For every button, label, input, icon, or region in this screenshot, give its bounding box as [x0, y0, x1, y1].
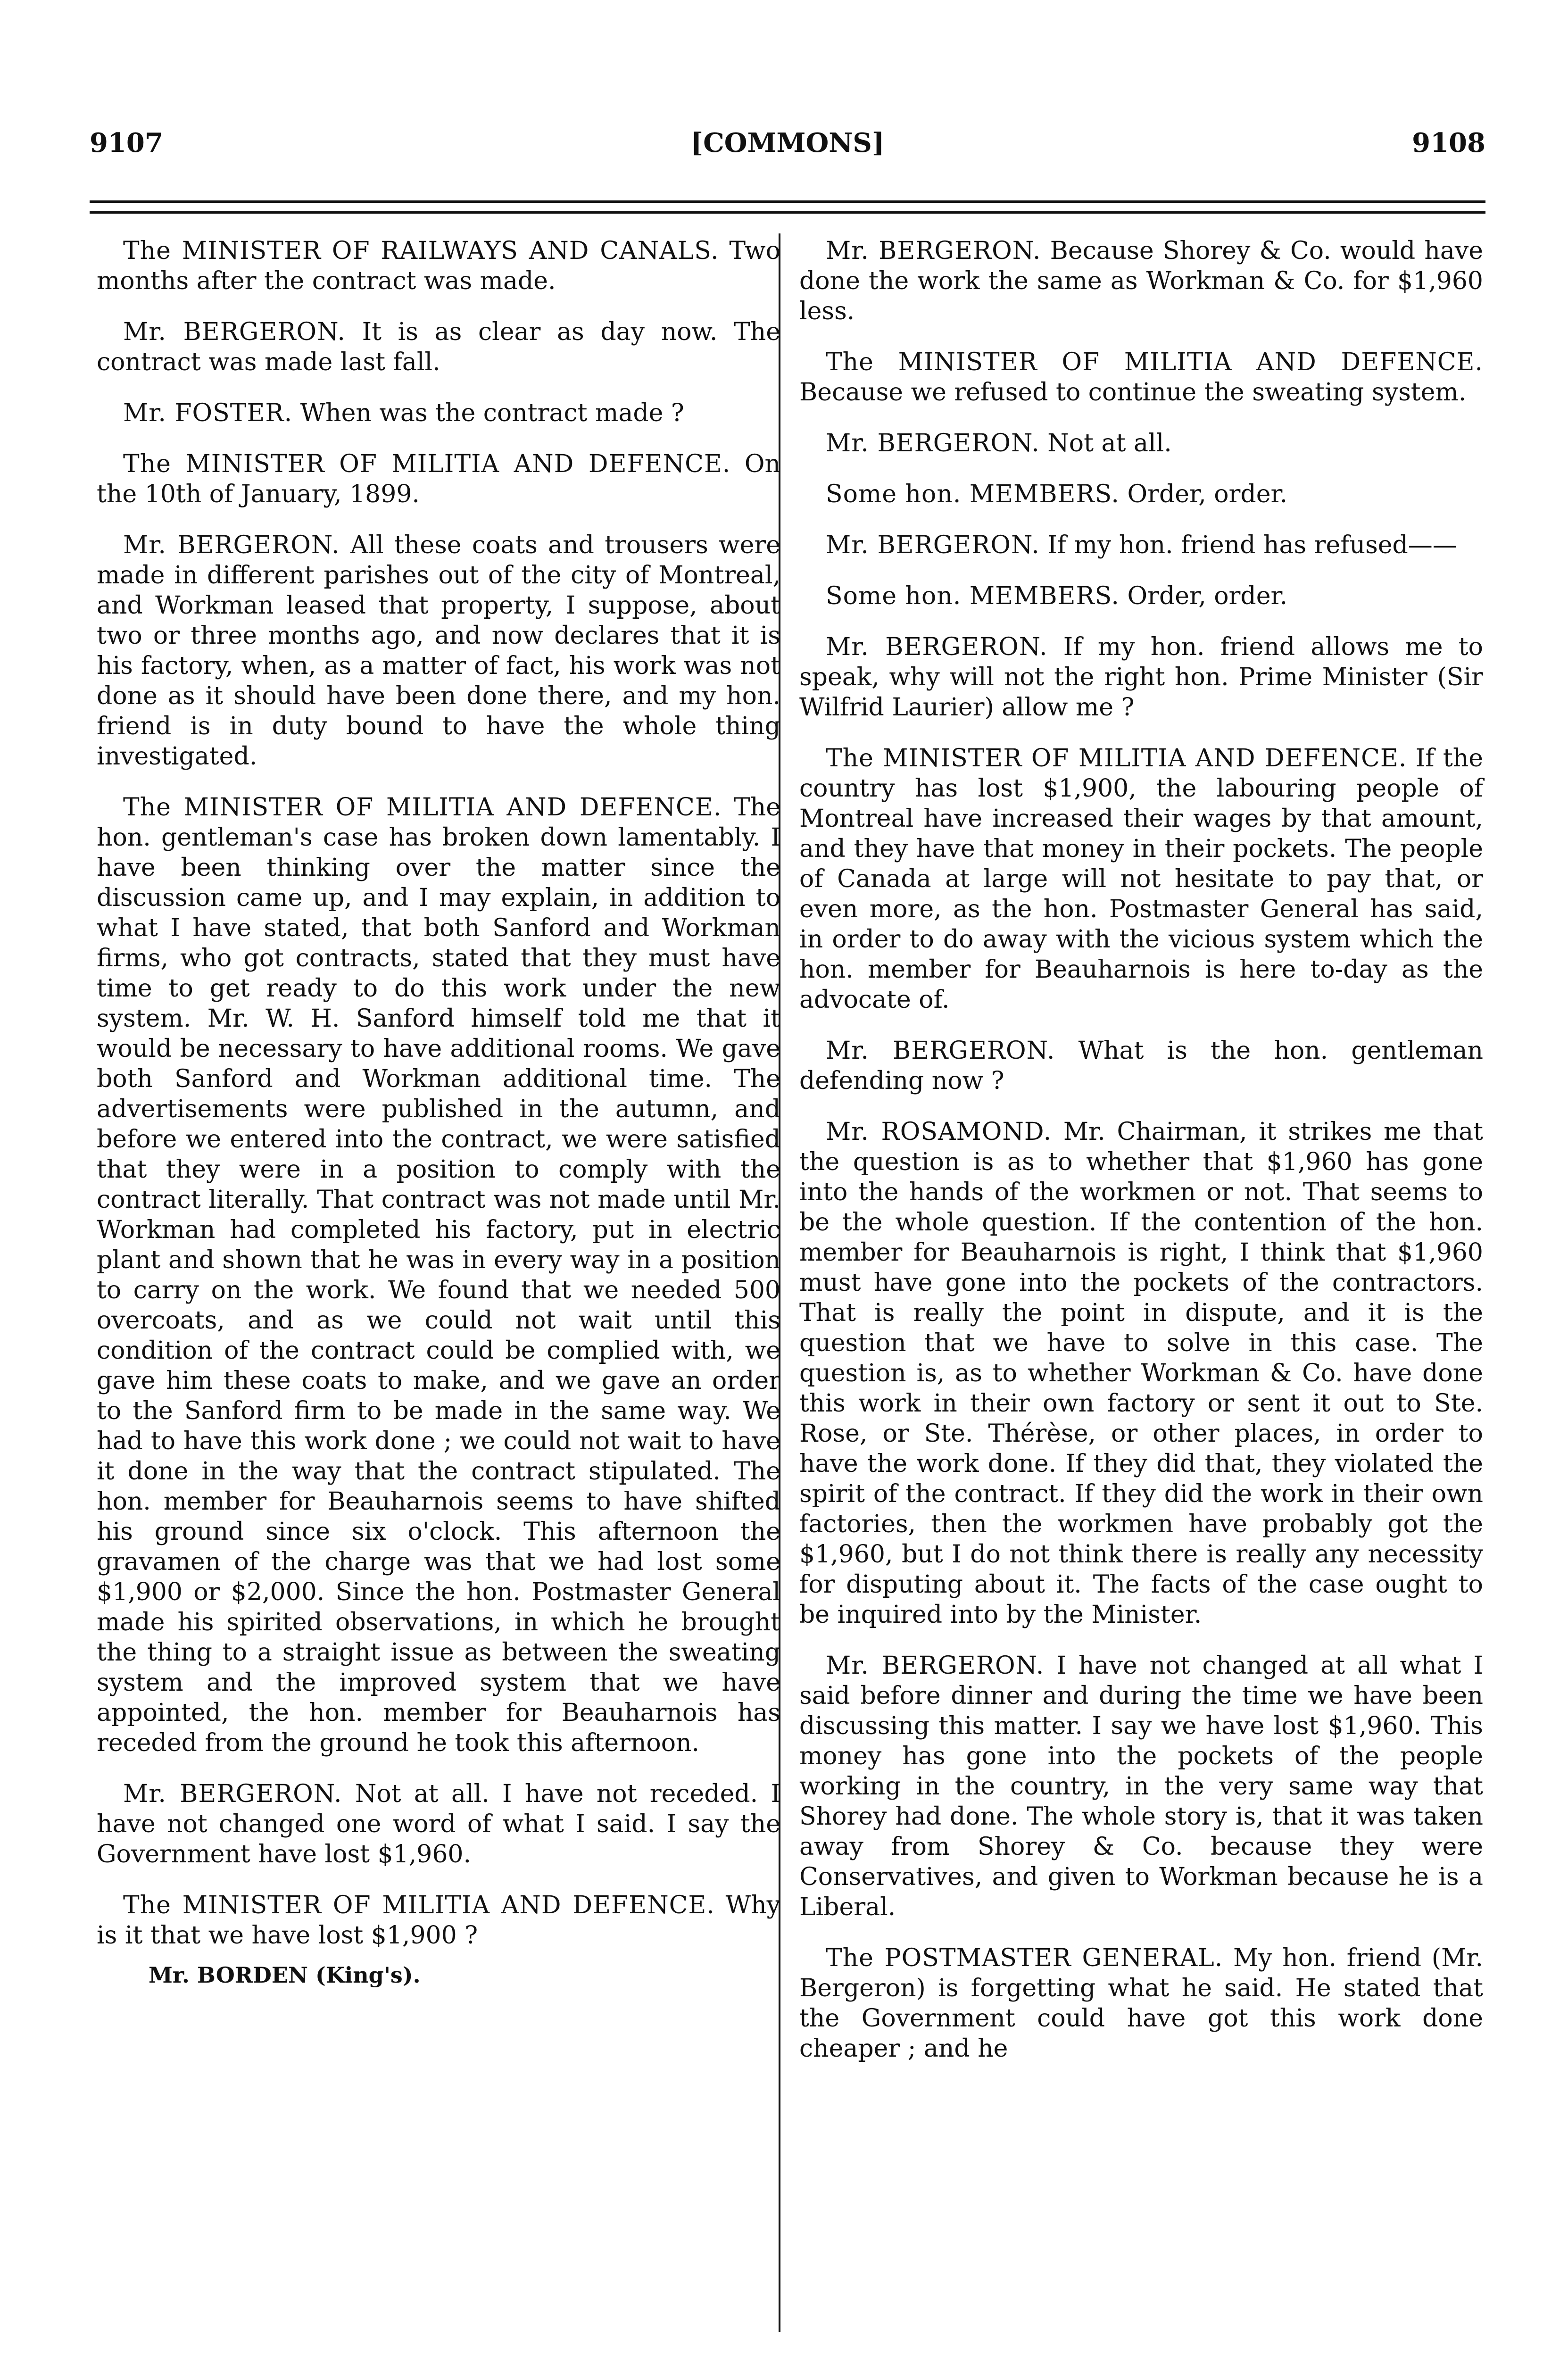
paragraph — [799, 1943, 1483, 2064]
speech-text: Not at all. I have not receded. I have not changed one word of what I said. I say the Government have lost $1,960. — [97, 1780, 781, 1868]
speaker-name: The MINISTER OF MILITIA AND DEFENCE. — [826, 348, 1483, 376]
speech-text: On the 10th of January, 1899. — [97, 450, 780, 508]
paragraph — [97, 1890, 780, 1951]
speaker-name: Mr. FOSTER. — [123, 399, 293, 427]
right-column — [799, 236, 1483, 2084]
speaker-name: Mr. BERGERON. — [826, 1037, 1055, 1065]
speech-text: Order, order. — [1127, 582, 1288, 610]
paragraph — [799, 479, 1483, 509]
paragraph — [799, 1651, 1483, 1922]
speech-text: If my hon. friend has refused—— — [1047, 531, 1457, 559]
page-header — [90, 122, 1485, 164]
paragraph — [97, 317, 780, 377]
speech-text: Two months after the contract was made. — [97, 237, 780, 295]
speech-text: What is the hon. gentleman defending now ? — [799, 1037, 1483, 1095]
speech-text: Why is it that we have lost $1,900 ? — [97, 1891, 780, 1950]
paragraph — [97, 1779, 780, 1869]
page-footer: Mr. BORDEN (King's). — [149, 1962, 421, 1988]
right-page-number: 9108 — [1412, 127, 1485, 158]
speech-text: Because we refused to continue the sweating system. — [799, 378, 1467, 407]
paragraph — [799, 1117, 1483, 1630]
section-title: [COMMONS] — [690, 127, 885, 158]
speaker-name: Mr. BERGERON. — [826, 429, 1040, 457]
paragraph — [97, 792, 780, 1758]
speaker-name: The MINISTER OF MILITIA AND DEFENCE. — [123, 1891, 715, 1919]
speaker-name: Mr. BERGERON. — [826, 1652, 1045, 1680]
paragraph — [799, 1036, 1483, 1096]
speaker-name: Mr. BERGERON. — [123, 1780, 342, 1808]
speech-text: All these coats and trousers were made in different parishes out of the city of Montreal, and Workman leased that property, I suppose, about two or three months ago, and now declares that it is his factory, when, as a matter of fact, his work was not done as it should have been done there, and my hon. friend is in duty bound to have the whole thing investigated. — [97, 531, 780, 771]
paragraph — [97, 449, 780, 509]
speaker-name: The MINISTER OF MILITIA AND DEFENCE. — [123, 450, 731, 478]
speaker-name: Some hon. MEMBERS. — [826, 582, 1120, 610]
speaker-name: The MINISTER OF MILITIA AND DEFENCE. — [826, 744, 1407, 772]
speaker-name: Mr. BERGERON. — [826, 531, 1040, 559]
speech-text: Not at all. — [1047, 429, 1172, 457]
speaker-name: Mr. BERGERON. — [123, 318, 346, 346]
speech-text: If my hon. friend allows me to speak, why will not the right hon. Prime Minister (Sir Wilfrid Laurier) allow me ? — [799, 633, 1483, 722]
header-rule-bottom — [90, 211, 1485, 214]
speaker-name: Mr. BERGERON. — [123, 531, 340, 559]
speech-text: Mr. Chairman, it strikes me that the question is as to whether that $1,960 has gone into the hands of the workmen or not. That seems to be the whole question. If the contention of the hon. member for Beauharnois is right, I think that $1,960 must have gone into the pockets of the contractors. That is really the point in dispute, and it is the question that we have to solve in this case. The question is, as to whether Workman & Co. have done this work in their own factory or sent it out to Ste. Rose, or Ste. Thérèse, or other places, in order to have the work done. If they did that, they violated the spirit of the contract. If they did the work in their own factories, then the workmen have probably got the $1,960, but I do not think there is really any necessity for disputing about it. The facts of the case ought to be inquired into by the Minister. — [799, 1118, 1483, 1629]
speech-text: I have not changed at all what I said before dinner and during the time we have been discussing this matter. I say we have lost $1,960. This money has gone into the pockets of the people working in the country, in the very same way that Shorey had done. The whole story is, that it was taken away from Shorey & Co. because they were Conservatives, and given to Workman because he is a Liberal. — [799, 1652, 1483, 1921]
speech-text: My hon. friend (Mr. Bergeron) is forgetting what he said. He stated that the Government could have got this work done cheaper ; and he — [799, 1944, 1484, 2063]
paragraph — [97, 398, 780, 428]
speech-text: Because Shorey & Co. would have done the work the same as Workman & Co. for $1,960 less. — [799, 237, 1483, 325]
paragraph — [799, 347, 1483, 407]
speech-text: Order, order. — [1127, 480, 1288, 508]
speaker-name: Mr. ROSAMOND. — [826, 1118, 1052, 1146]
speaker-name: Mr. BERGERON. — [826, 237, 1041, 265]
speaker-name: Mr. BERGERON. — [826, 633, 1048, 661]
speech-text: If the country has lost $1,900, the labouring people of Montreal have increased their wages by that amount, and they have that money in their pockets. The people of Canada at large will not hesitate to pay that, or even more, as the hon. Postmaster General has said, in order to do away with the vicious system which the hon. member for Beauharnois is here to-day as the advocate of. — [799, 744, 1483, 1014]
speaker-name: The MINISTER OF RAILWAYS AND CANALS. — [123, 237, 719, 265]
speech-text: It is as clear as day now. The contract was made last fall. — [97, 318, 780, 376]
left-column — [97, 236, 780, 1990]
paragraph — [799, 236, 1483, 326]
speaker-name: The POSTMASTER GENERAL. — [826, 1944, 1223, 1972]
speaker-name: Some hon. MEMBERS. — [826, 480, 1120, 508]
paragraph — [799, 581, 1483, 611]
left-page-number: 9107 — [90, 127, 163, 158]
paragraph — [799, 743, 1483, 1015]
header-rule-top — [90, 200, 1485, 203]
paragraph — [799, 530, 1483, 560]
paragraph — [799, 428, 1483, 458]
speech-text: The hon. gentleman's case has broken down lamentably. I have been thinking over the matter since the discussion came up, and I may explain, in addition to what I have stated, that both Sanford and Workman firms, who got contracts, stated that they must have time to get ready to do this work under the new system. Mr. W. H. Sanford himself told me that it would be necessary to have additional rooms. We gave both Sanford and Workman additional time. The advertisements were published in the autumn, and before we entered into the contract, we were satisfied that they were in a position to comply with the contract literally. That contract was not made until Mr. Workman had completed his factory, put in electric plant and shown that he was in every way in a position to carry on the work. We found that we needed 500 overcoats, and as we could not wait until this condition of the contract could be complied with, we gave him these coats to make, and we gave an order to the Sanford firm to be made in the same way. We had to have this work done ; we could not wait to have it done in the way that the contract stipulated. The hon. member for Beauharnois seems to have shifted his ground since six o'clock. This afternoon the gravamen of the charge was that we had lost some $1,900 or $2,000. Since the hon. Postmaster General made his spirited observations, in which he brought the thing to a straight issue as between the sweating system and the improved system that we have appointed, the hon. member for Beauharnois has receded from the ground he took this afternoon. — [97, 793, 780, 1757]
paragraph — [97, 236, 780, 296]
paragraph — [97, 530, 780, 772]
paragraph — [799, 632, 1483, 722]
speech-text: When was the contract made ? — [300, 399, 684, 427]
speaker-name: The MINISTER OF MILITIA AND DEFENCE. — [123, 793, 722, 822]
